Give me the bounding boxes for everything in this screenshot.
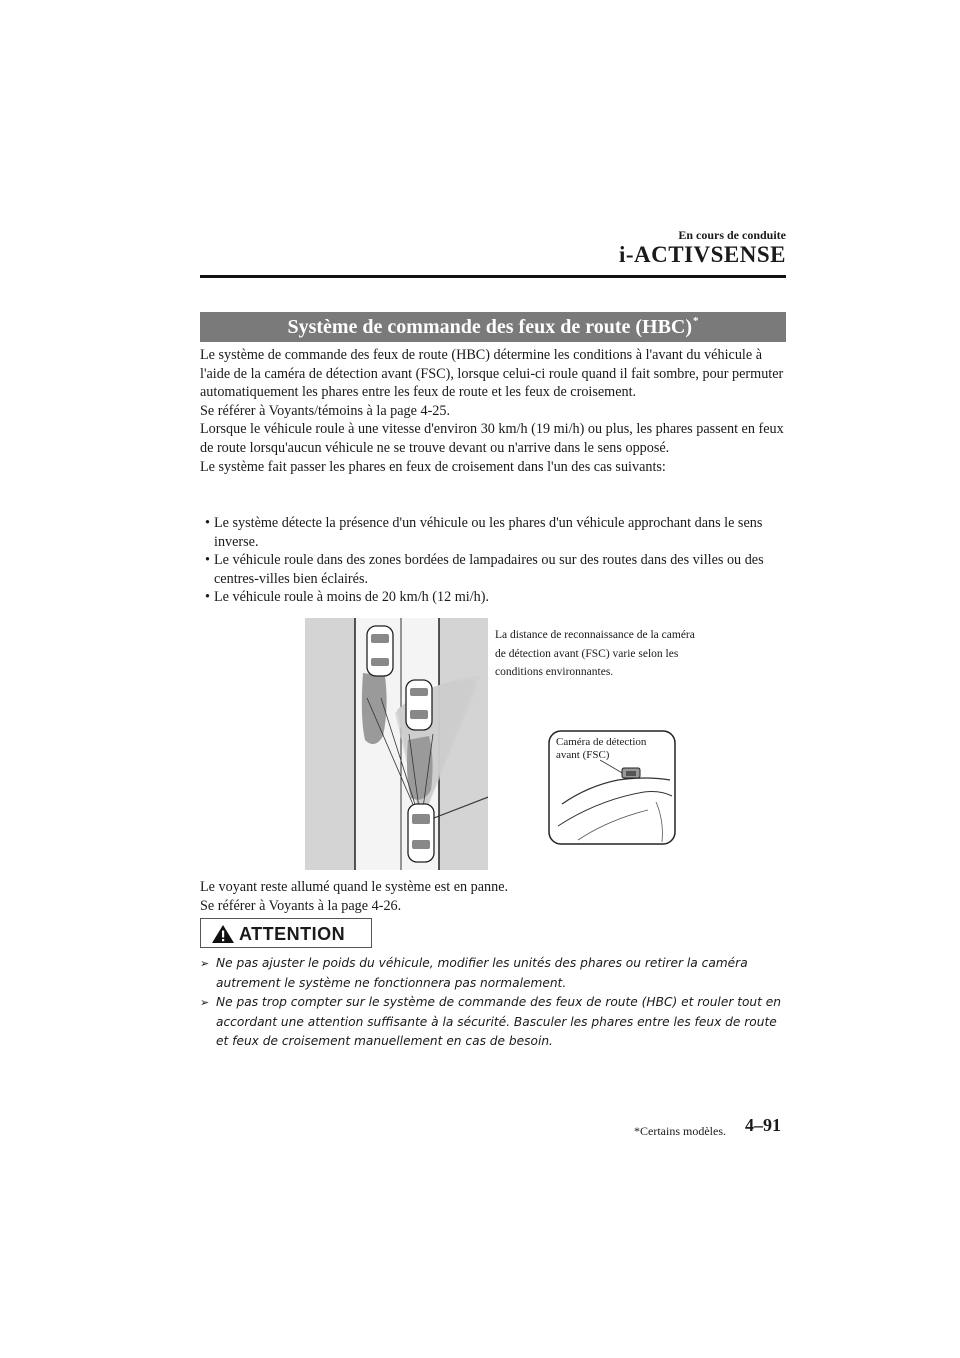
bullet-dot: •	[205, 515, 210, 531]
paragraph: Le voyant reste allumé quand le système est en panne.	[200, 879, 509, 895]
condition-list	[200, 514, 786, 607]
paragraph: Se référer à Voyants à la page 4-26.	[200, 897, 402, 914]
list-item-text: Le véhicule roule dans des zones bordées de lampadaires ou sur des routes dans des villes ou des centres-villes bien éclairés.	[214, 552, 764, 587]
list-item	[200, 514, 786, 551]
oncoming-car-icon	[367, 626, 393, 676]
section-title-bar	[200, 312, 786, 342]
road-detection-illustration	[305, 618, 488, 870]
chapter-title: i-ACTIVSENSE	[618, 242, 786, 267]
list-item	[200, 551, 786, 588]
range-caption: La distance de reconnaissance de la caméra de détection avant (FSC) varie selon les conditions environnantes.	[495, 629, 695, 679]
arrow-icon: ➢	[200, 957, 210, 970]
header-rule	[200, 275, 786, 278]
running-header-section: En cours de conduite	[678, 228, 786, 242]
own-vehicle-icon	[408, 804, 434, 862]
list-item-text: Le système détecte la présence d'un véhicule ou les phares d'un véhicule approchant dans le sens inverse.	[214, 515, 763, 550]
paragraph: Le système fait passer les phares en feux de croisement dans l'un des cas suivants:	[200, 458, 666, 475]
list-item-text: Le véhicule roule à moins de 20 km/h (12 mi/h).	[214, 589, 490, 606]
camera-icon	[622, 768, 640, 778]
list-item-text: Ne pas trop compter sur le système de commande des feux de route (HBC) et rouler tout en accordant une attention suffisante à la sécurité. Basculer les phares entre les feux de route et feux de croisement manuellement en cas de besoin.	[216, 995, 782, 1048]
list-item	[200, 588, 786, 607]
intro-text	[200, 346, 786, 476]
section-title: Système de commande des feux de route (HBC)	[287, 316, 693, 338]
failure-text	[200, 878, 786, 915]
list-item	[200, 954, 786, 993]
paragraph: Lorsque le véhicule roule à une vitesse d'environ 30 km/h (19 mi/h) ou plus, les phares passent en feux de route lorsqu'aucun véhicule ne se trouve devant ou n'arrive dans le sens opposé.	[200, 421, 784, 456]
list-item	[200, 993, 786, 1052]
list-item-text: Ne pas ajuster le poids du véhicule, modifier les unités des phares ou retirer la caméra autrement le système ne fonctionnera pas normalement.	[216, 956, 748, 990]
attention-label: ATTENTION	[239, 924, 346, 944]
preceding-car-icon	[406, 680, 432, 730]
attention-badge	[200, 918, 372, 948]
arrow-icon: ➢	[200, 996, 210, 1009]
bullet-dot: •	[205, 589, 210, 606]
paragraph: Le système de commande des feux de route (HBC) détermine les conditions à l'avant du véhicule à l'aide de la caméra de détection avant (FSC), lorsque celui-ci roule quand il fait sombre, pour permuter automatiquement les phares entre les feux de route et les feux de croisement.	[200, 347, 784, 401]
bullet-dot: •	[205, 552, 210, 569]
warning-triangle-icon	[211, 924, 235, 944]
paragraph: Se référer à Voyants/témoins à la page 4-25.	[200, 402, 451, 419]
footnote: *Certains modèles.	[634, 1124, 726, 1138]
page-number: 4–91	[745, 1115, 781, 1135]
optional-equipment-asterisk: *	[693, 315, 699, 327]
attention-list	[200, 954, 786, 1052]
camera-caption: Caméra de détection avant (FSC)	[556, 736, 647, 761]
